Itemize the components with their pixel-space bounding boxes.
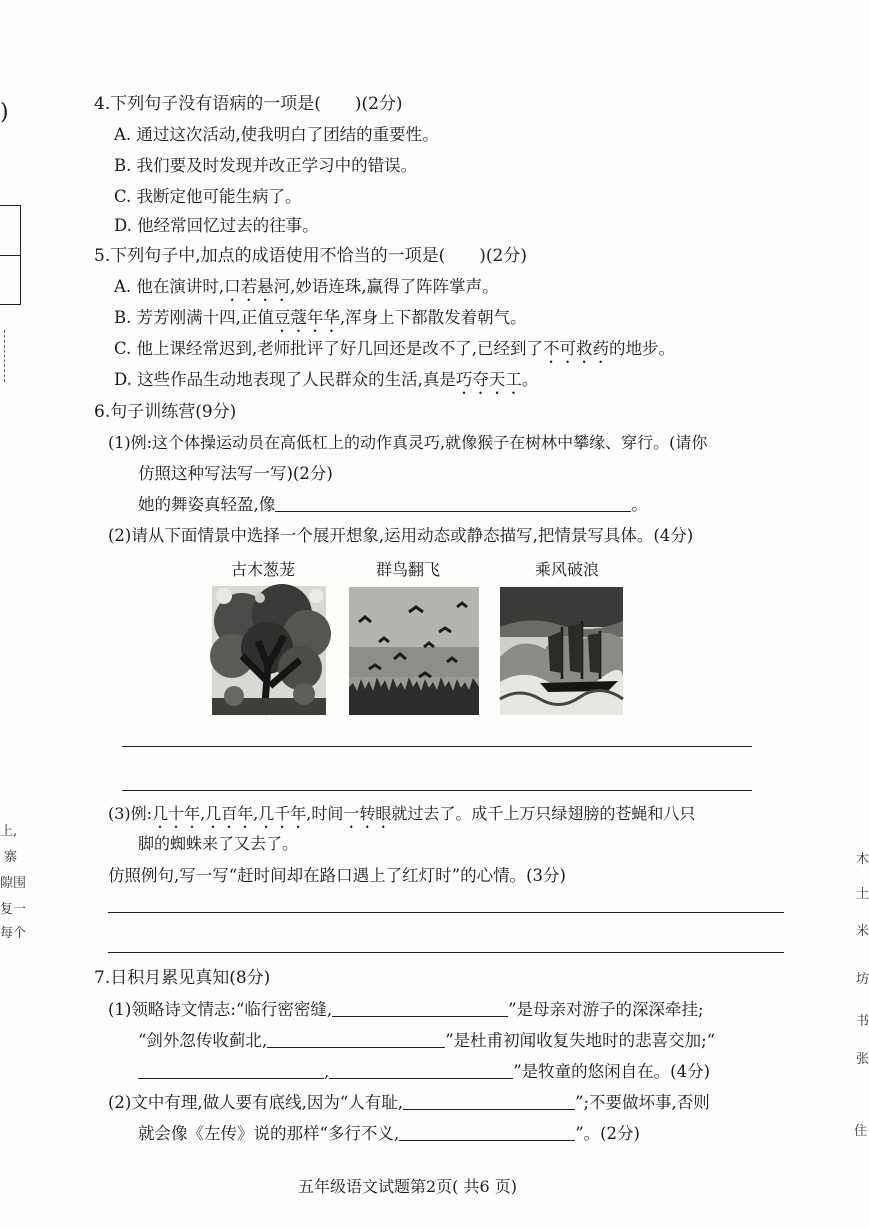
q6-part3-dot4: 一转眼 [343, 804, 392, 823]
q7-l3-comma: , [324, 1062, 330, 1081]
q5-d-pre: D. 这些作品生动地表现了人民群众的生活,真是 [114, 370, 456, 389]
right-margin-text-5: 书 [856, 1014, 869, 1029]
q5-b-idiom: 豆蔻年华 [273, 308, 340, 327]
q7-line3 [138, 1060, 710, 1084]
q7-blank-3[interactable] [138, 1060, 324, 1079]
q5-b-pre: B. 芳芳刚满十四,正值 [114, 308, 274, 327]
left-margin-text-2: 寨 [4, 850, 18, 865]
left-margin-text-5: 每个 [0, 926, 27, 941]
q6-part3-comma1: , [200, 804, 206, 823]
q6-part3-line2: 脚的蜘蛛来了又去了。 [138, 834, 299, 853]
img2-label: 群鸟翻飞 [376, 560, 441, 579]
q7-l4-pre: (2)文中有理,做人要有底线,因为“人有耻, [108, 1093, 404, 1112]
q7-stem: 7.日积月累见真知(8分) [94, 968, 271, 988]
q5-b-post: ,浑身上下都散发着朝气。 [339, 308, 527, 327]
q6-part3-answer-line-2[interactable] [108, 952, 784, 953]
q5-c-pre: C. 他上课经常迟到,老师批评了好几回还是改不了,已经到了 [114, 339, 544, 358]
right-margin-text-1: 木 [856, 852, 869, 867]
right-margin-text-4: 坊 [856, 972, 869, 987]
q6-part1-blank[interactable] [275, 493, 631, 512]
right-margin-text-6: 张 [856, 1052, 869, 1067]
q4-option-b: B. 我们要及时发现并改正学习中的错误。 [114, 156, 418, 175]
q7-l5-pre: 就会像《左传》说的那样“多行不义, [138, 1124, 400, 1143]
q6-part1-prompt: 她的舞姿真轻盈,像 [138, 495, 276, 514]
q6-part1-line1: (1)例:这个体操运动员在高低杠上的动作真灵巧,就像猴子在树林中攀缘、穿行。(请你 [108, 433, 708, 452]
q7-blank-4[interactable] [329, 1060, 513, 1079]
q6-part3-dot2: 几百年 [205, 804, 254, 823]
left-margin-text-1: 上, [0, 824, 18, 839]
left-margin-dashes [4, 330, 13, 382]
q5-c-post: 的地步。 [609, 339, 676, 358]
q6-part2-text: (2)请从下面情景中选择一个展开想象,运用动态或静态描写,把情景写具体。(4分) [108, 526, 694, 545]
picture-sailing-ship [500, 587, 623, 715]
q7-l2-pre: “剑外忽传收蓟北, [138, 1031, 268, 1050]
q6-part3-mid: ,时间 [306, 804, 344, 823]
q6-part2-answer-line-2[interactable] [122, 790, 752, 791]
q6-part3-post: 就过去了。成千上万只绿翅膀的苍蝇和八只 [391, 804, 696, 823]
q5-a-pre: A. 他在演讲时, [114, 277, 225, 296]
q4-option-a: A. 通过这次活动,使我明白了团结的重要性。 [114, 125, 439, 144]
q7-line4 [108, 1091, 710, 1115]
q7-blank-1[interactable] [332, 998, 508, 1017]
q7-line1 [108, 998, 704, 1022]
q5-option-d [114, 368, 538, 398]
q7-line2 [138, 1029, 715, 1053]
q5-stem: 5.下列句子中,加点的成语使用不恰当的一项是( )(2分) [94, 246, 527, 266]
q5-a-post: ,妙语连珠,赢得了阵阵掌声。 [290, 277, 499, 296]
q5-c-idiom: 不可救药 [543, 339, 610, 358]
page-footer: 五年级语文试题第2页( 共6 页) [298, 1177, 518, 1196]
q7-l5-post: ”。(2分) [575, 1124, 640, 1143]
q6-part3-dot1: 几十年 [152, 804, 201, 823]
q6-part1-line2: 仿照这种写法写一写)(2分) [138, 464, 333, 483]
q5-option-b [114, 306, 527, 336]
right-margin-text-3: 米 [856, 924, 869, 939]
q7-blank-2[interactable] [267, 1029, 445, 1048]
q6-part1-answer-line [138, 493, 648, 517]
picture-ancient-tree [212, 586, 326, 715]
left-margin-bracket: ) [0, 100, 9, 125]
q6-part1-end: 。 [631, 495, 648, 514]
q7-line5 [138, 1122, 640, 1146]
q5-option-c [114, 337, 675, 367]
right-margin-text-7: 住 [854, 1124, 868, 1139]
left-margin-text-3: 隙围 [0, 876, 27, 891]
q7-l2-post: ”是杜甫初闻收复失地时的悲喜交加;“ [445, 1031, 716, 1050]
q4-stem: 4.下列句子没有语病的一项是( )(2分) [94, 94, 403, 114]
q6-part3-line1 [108, 802, 695, 832]
right-margin-text-2: 土 [856, 887, 869, 902]
q7-blank-5[interactable] [403, 1091, 575, 1110]
q5-a-idiom: 口若悬河 [224, 277, 291, 296]
q6-part3-dot3: 几千年 [258, 804, 307, 823]
left-margin-box-tick [0, 255, 20, 256]
img3-label: 乘风破浪 [535, 560, 600, 579]
q7-l4-post: ”;不要做坏事,否则 [575, 1093, 710, 1112]
q7-l1-post: ”是母亲对游子的深深牵挂; [508, 1000, 704, 1019]
q4-option-d: D. 他经常回忆过去的往事。 [114, 216, 319, 235]
left-margin-text-4: 复一 [0, 902, 27, 917]
q7-l3-post: ”是牧童的悠闲自在。(4分) [513, 1062, 711, 1081]
q5-option-a [114, 275, 499, 305]
q6-part3-task: 仿照例句,写一写“赶时间却在路口遇上了红灯时”的心情。(3分) [108, 866, 566, 885]
q6-part3-pre: (3)例: [108, 804, 153, 823]
q5-d-idiom: 巧夺天工 [455, 370, 522, 389]
picture-flying-birds [349, 587, 479, 715]
q6-part3-answer-line-1[interactable] [108, 912, 784, 913]
q5-d-post: 。 [521, 370, 539, 389]
img1-label: 古木葱茏 [231, 560, 296, 579]
q6-part2-answer-line-1[interactable] [122, 746, 752, 747]
q7-blank-6[interactable] [399, 1122, 575, 1141]
q4-option-c: C. 我断定他可能生病了。 [114, 187, 302, 206]
q6-part3-comma2: , [253, 804, 259, 823]
q6-stem: 6.句子训练营(9分) [94, 402, 237, 422]
q7-l1-pre: (1)领略诗文情志:“临行密密缝, [108, 1000, 333, 1019]
